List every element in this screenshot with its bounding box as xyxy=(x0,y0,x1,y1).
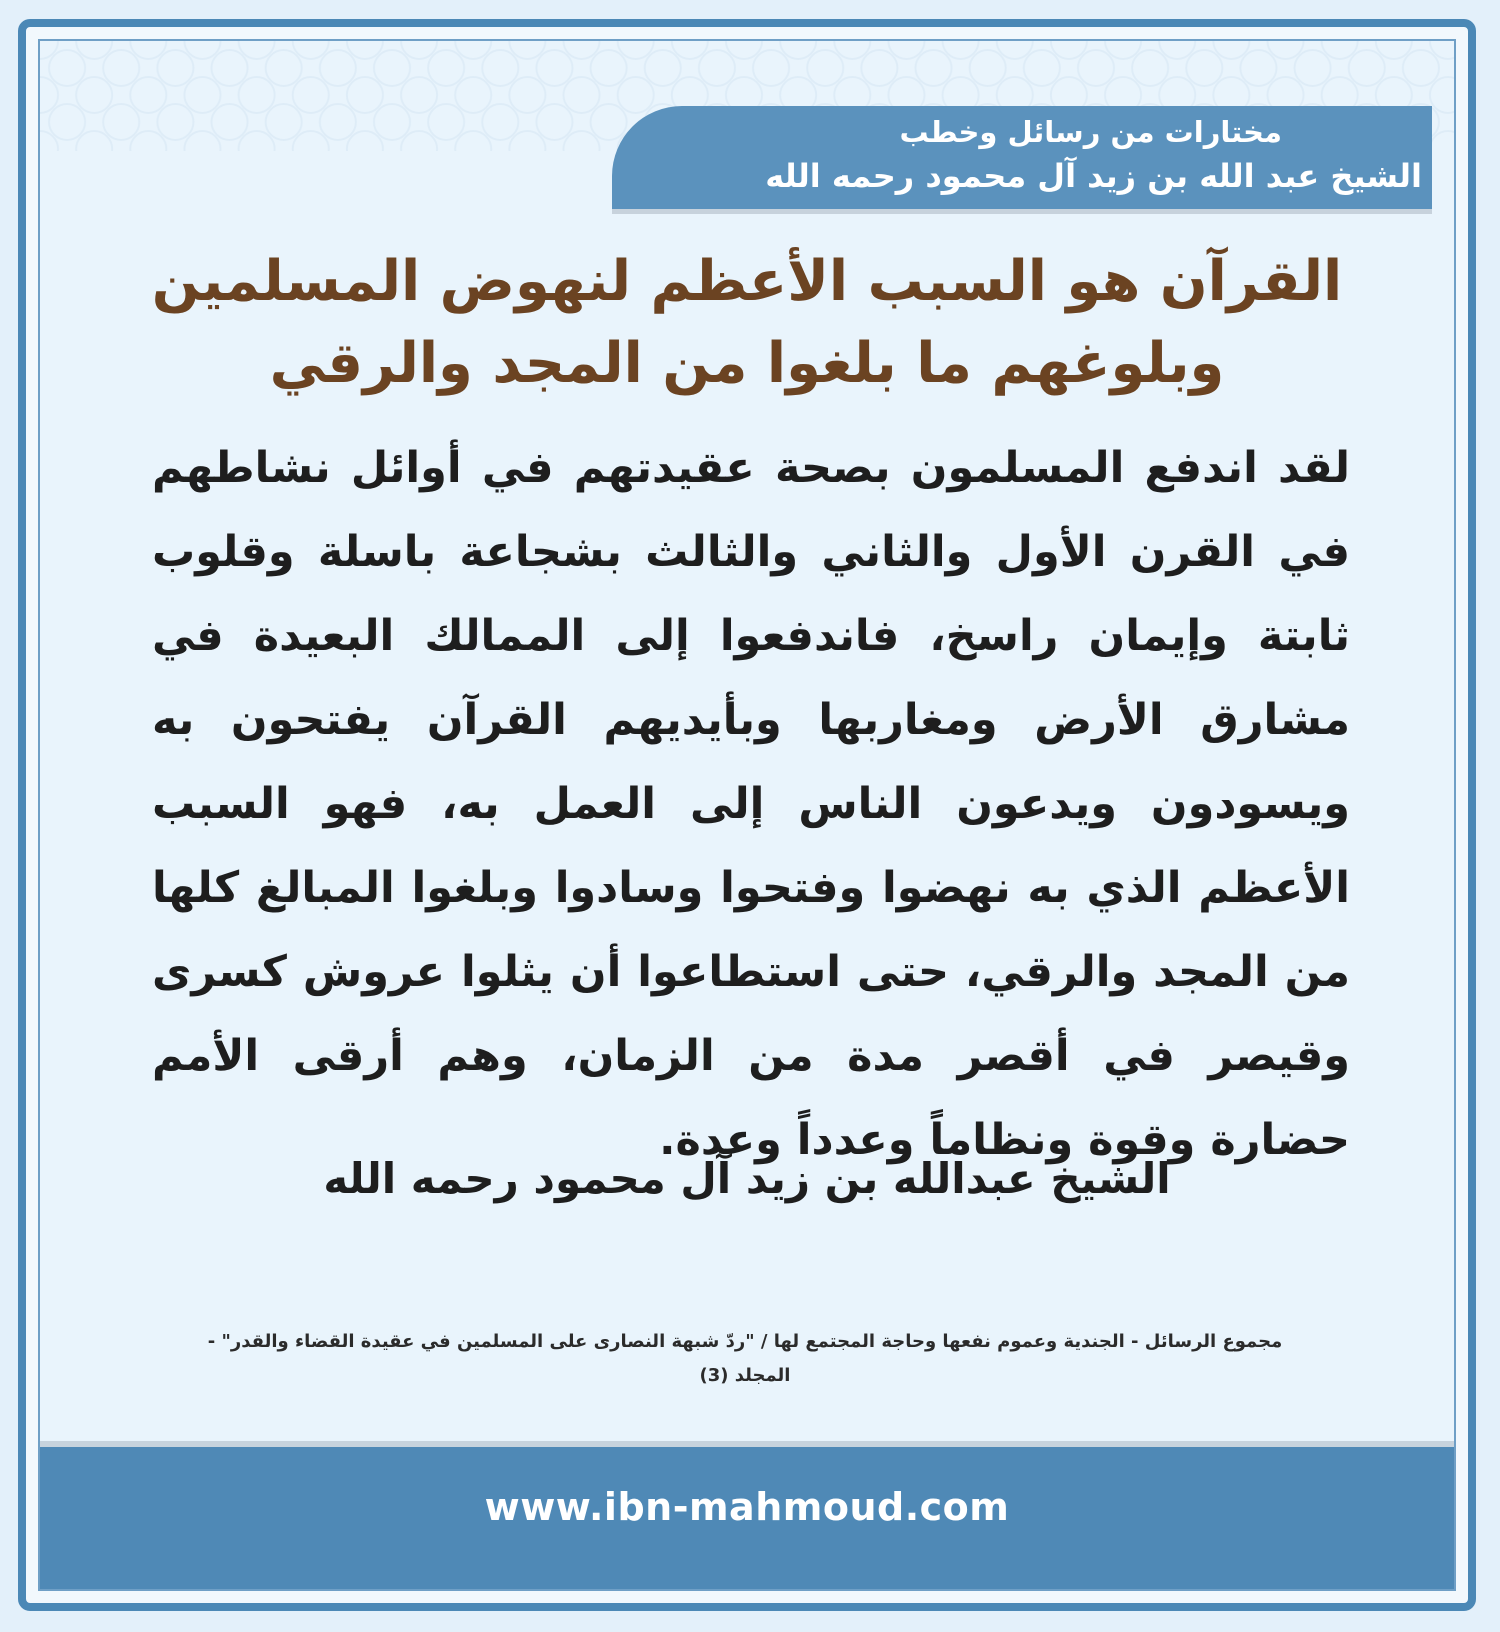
outer-frame xyxy=(18,19,1476,1611)
article-title-line-2: وبلوغهم ما بلغوا من المجد والرقي xyxy=(269,331,1225,396)
header-banner xyxy=(612,106,1432,214)
article-title xyxy=(150,241,1344,405)
content-panel xyxy=(38,39,1456,1591)
source-reference-line-1: مجموع الرسائل - الجندية وعموم نفعها وحاجة المجتمع لها / "ردّ شبهة النصارى على المسلمين في عقيدة القضاء والقدر" - xyxy=(207,1331,1283,1352)
article-body: لقد اندفع المسلمون بصحة عقيدتهم في أوائل نشاطهم في القرن الأول والثاني والثالث بشجاعة باسلة وقلوب ثابتة وإيمان راسخ، فاندفعوا إلى الممالك البعيدة في مشارق الأرض ومغاربها وبأيديهم القرآن يفتحون به ويسودون ويدعون الناس إلى العمل به، فهو السبب الأعظم الذي به نهضوا وفتحوا وسادوا وبلغوا المبالغ كلها من المجد والرقي، حتى استطاعوا أن يثلوا عروش كسرى وقيصر في أقصر مدة من الزمان، وهم أرقى الأمم حضارة وقوة ونظاماً وعدداً وعدة. xyxy=(152,443,1350,1165)
footer-bar xyxy=(40,1441,1454,1589)
source-reference-line-2: المجلد (3) xyxy=(699,1365,791,1386)
source-reference xyxy=(136,1325,1354,1393)
article-title-line-1: القرآن هو السبب الأعظم لنهوض المسلمين xyxy=(151,249,1343,314)
header-author-name: الشيخ عبد الله بن زيد آل محمود رحمه الله xyxy=(765,157,1422,195)
header-series-title: مختارات من رسائل وخطب xyxy=(899,115,1282,149)
author-signature: الشيخ عبدالله بن زيد آل محمود رحمه الله xyxy=(323,1154,1171,1203)
website-link[interactable]: www.ibn-mahmoud.com xyxy=(484,1485,1010,1529)
